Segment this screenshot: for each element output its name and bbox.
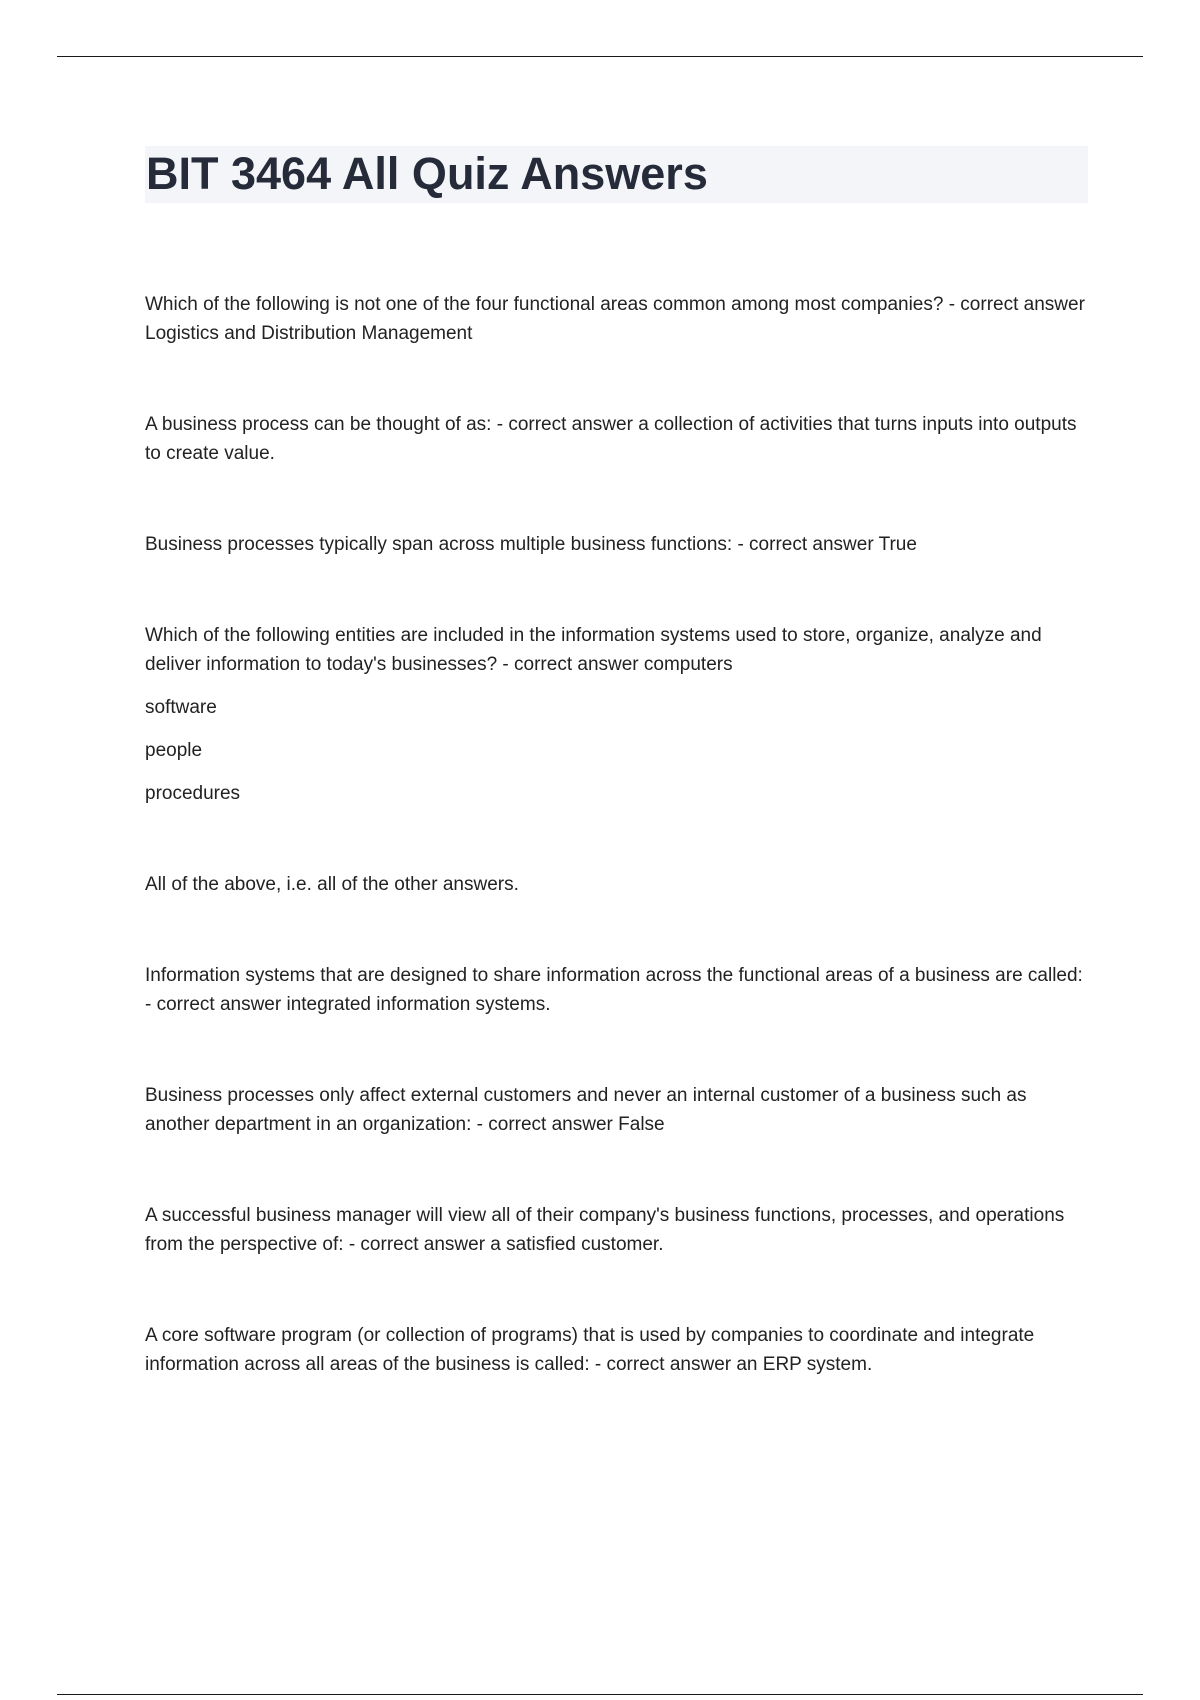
top-rule: [57, 56, 1143, 57]
answer-list-item-software: software: [145, 697, 217, 718]
qa-item-8: A successful business manager will view all of their company's business functions, processes, and operations from the perspective of: - correct answer a satisfied customer.: [145, 1205, 1065, 1255]
quiz-content: [145, 290, 1085, 1379]
answer-list-item-procedures: procedures: [145, 783, 241, 804]
qa-item-3: Business processes typically span across multiple business functions: - correct answer True: [145, 534, 917, 555]
qa-item-6: Information systems that are designed to share information across the functional areas of a business are called: - correct answer integrated information systems.: [145, 965, 1083, 1015]
bottom-rule: [57, 1694, 1143, 1695]
qa-item-9: A core software program (or collection of programs) that is used by companies to coordinate and integrate information across all areas of the business is called: - correct answer an ERP system.: [145, 1325, 1035, 1375]
qa-item-4: Which of the following entities are included in the information systems used to store, organize, analyze and deliver information to today's businesses? - correct answer computers: [145, 625, 1042, 675]
qa-item-7: Business processes only affect external customers and never an internal customer of a business such as another department in an organization: - correct answer False: [145, 1085, 1027, 1135]
qa-item-1: Which of the following is not one of the four functional areas common among most companies? - correct answer Logistics and Distribution Management: [145, 294, 1085, 344]
page-title: BIT 3464 All Quiz Answers: [146, 148, 708, 199]
qa-item-2: A business process can be thought of as: - correct answer a collection of activities that turns inputs into outputs to create value.: [145, 414, 1077, 464]
answer-list-item-people: people: [145, 740, 203, 761]
qa-item-5: All of the above, i.e. all of the other answers.: [145, 874, 519, 895]
